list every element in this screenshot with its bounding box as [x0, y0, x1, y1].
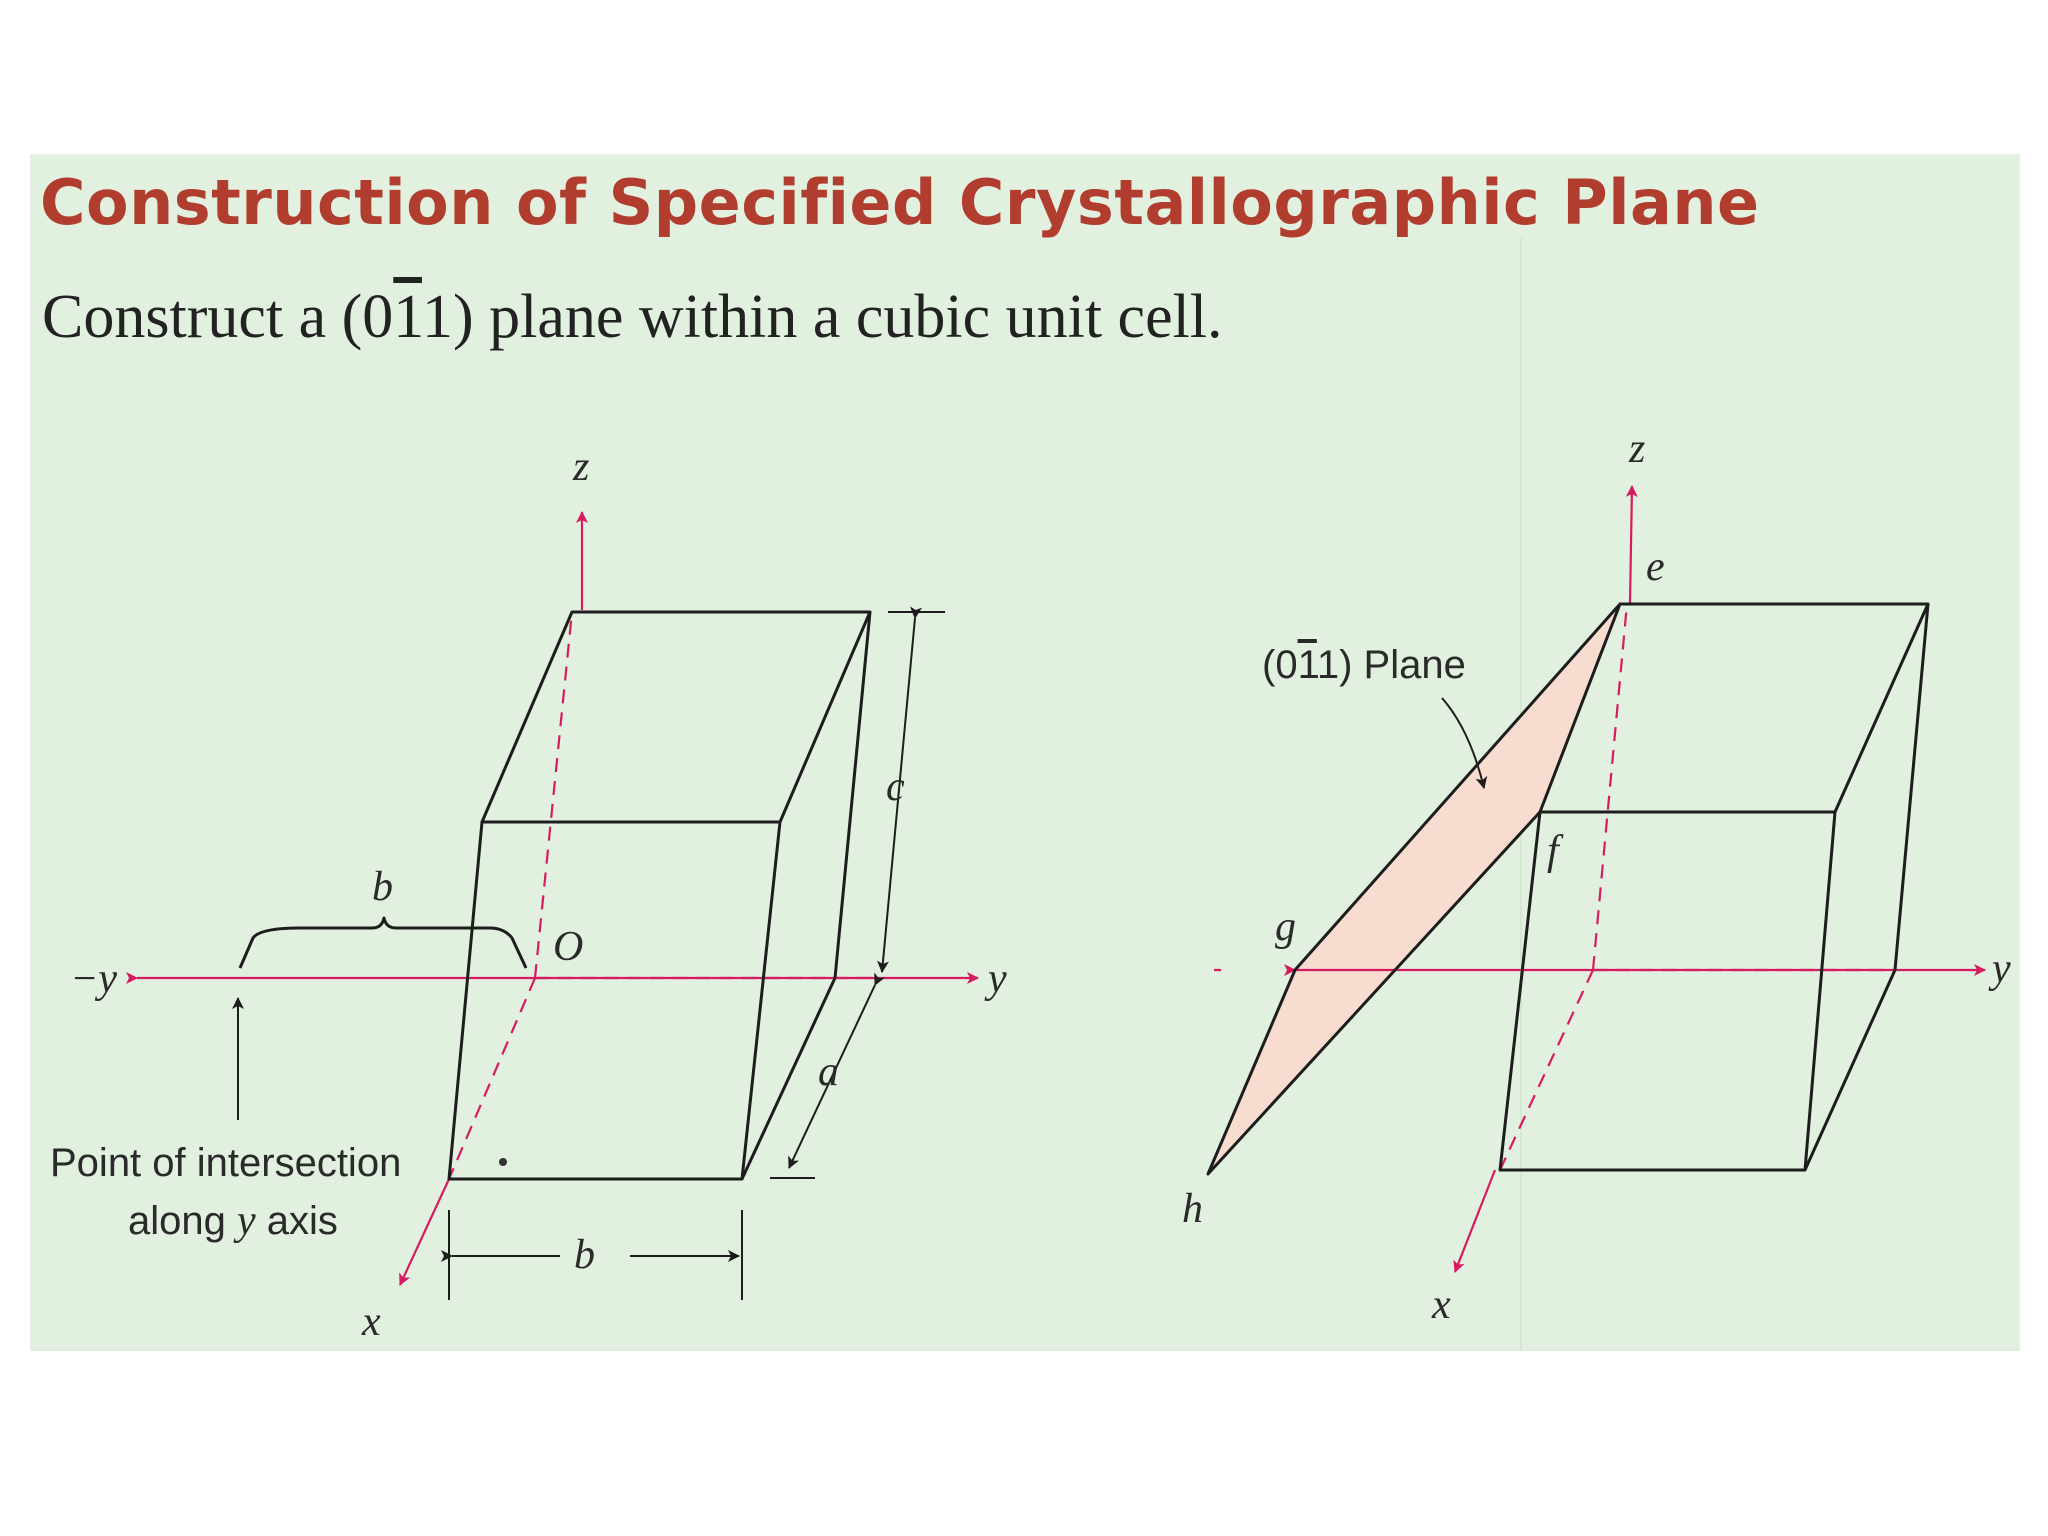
right-hidden-edge-x — [1500, 970, 1593, 1170]
left-neg-y-axis-label: −y — [70, 956, 117, 1002]
intersection-note-pre: along — [128, 1199, 237, 1243]
intersection-note-post: axis — [255, 1199, 338, 1243]
problem-overbar-digit: 1 — [393, 283, 422, 351]
left-cube-front-face — [449, 822, 780, 1179]
problem-digit: 1 — [421, 283, 453, 351]
point-f-label: f — [1547, 828, 1559, 874]
right-cube-top-back-edges — [1620, 604, 1928, 812]
origin-label: O — [553, 924, 584, 970]
right-y-axis-label: y — [1992, 946, 2011, 992]
right-z-axis-label: z — [1629, 426, 1646, 472]
plane-label — [1262, 643, 1466, 687]
dim-b-bottom-label: b — [574, 1232, 595, 1278]
left-x-axis-label: x — [362, 1299, 381, 1345]
right-x-axis-label: x — [1432, 1282, 1451, 1328]
problem-text-post: ) plane within a cubic unit cell. — [452, 283, 1223, 351]
intersection-note-line2 — [128, 1198, 338, 1244]
plane-label-overbar-digit: 1 — [1297, 643, 1317, 687]
left-unit-cell-figure — [50, 444, 1007, 1345]
dim-b-top-label: b — [372, 864, 393, 910]
plane-label-post: 1) Plane — [1316, 643, 1466, 687]
plane-label-pre: (0 — [1262, 643, 1298, 687]
right-cube-back-right-edge — [1895, 604, 1928, 970]
left-cube-top-face — [482, 612, 870, 822]
right-z-axis-top — [1630, 486, 1632, 604]
left-cube-back-right-edge — [835, 612, 870, 978]
left-x-axis-bottom — [400, 1179, 449, 1285]
left-z-axis-label: z — [573, 444, 590, 490]
page-title: Construction of Specified Crystallographic Plane — [40, 166, 1760, 239]
dim-c-label: c — [886, 764, 905, 810]
intersection-note-var: y — [236, 1198, 256, 1244]
right-x-axis-bottom — [1455, 1170, 1495, 1272]
stray-ink-dot — [499, 1158, 507, 1166]
point-g-label: g — [1275, 904, 1296, 950]
point-h-label: h — [1182, 1186, 1203, 1232]
intersection-note-line1: Point of intersection — [50, 1141, 402, 1185]
dim-a-label: a — [818, 1049, 839, 1095]
dim-b-brace — [240, 918, 526, 968]
left-y-axis-label: y — [988, 956, 1007, 1002]
point-e-label: e — [1646, 544, 1665, 590]
right-unit-cell-figure — [1182, 426, 2011, 1328]
miller-plane-shading — [1208, 604, 1620, 1174]
left-hidden-edge-x — [449, 978, 535, 1179]
problem-text-pre: Construct a (0 — [42, 283, 394, 351]
